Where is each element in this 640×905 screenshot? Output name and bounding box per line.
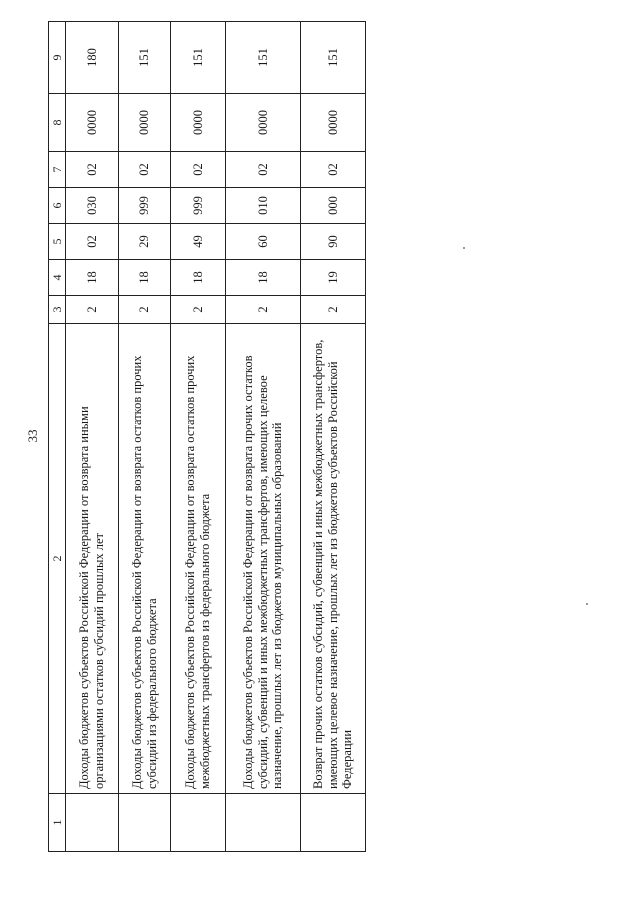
- column-header: 1: [49, 794, 66, 852]
- code-cell: 19: [301, 260, 366, 296]
- table-row: [226, 22, 301, 852]
- code-cell: 151: [226, 22, 301, 94]
- code-cell: 151: [301, 22, 366, 94]
- table-row: [301, 22, 366, 852]
- budget-classification-table: [48, 21, 366, 852]
- code-cell: 0000: [118, 94, 170, 152]
- budget-table-container: [48, 22, 366, 852]
- code-cell: 2: [301, 296, 366, 324]
- column-header: 9: [49, 22, 66, 94]
- code-cell: 18: [171, 260, 226, 296]
- code-cell: 29: [118, 224, 170, 260]
- code-cell: 2: [66, 296, 118, 324]
- code-cell: 2: [171, 296, 226, 324]
- code-cell: 2: [118, 296, 170, 324]
- scan-speck: [463, 247, 465, 249]
- column-header: 4: [49, 260, 66, 296]
- table-row: [118, 22, 170, 852]
- row-name-cell: Доходы бюджетов субъектов Российской Федерации от возврата остатков прочих межбюджетных трансфертов из федерального бюджета: [171, 324, 226, 794]
- code-cell: 180: [66, 22, 118, 94]
- code-cell: 0000: [66, 94, 118, 152]
- code-cell: 999: [118, 188, 170, 224]
- column-header: 2: [49, 324, 66, 794]
- header-row: [49, 22, 66, 852]
- code-cell: 02: [66, 224, 118, 260]
- code-cell: 18: [226, 260, 301, 296]
- page-number: 33: [25, 429, 40, 443]
- code-cell: 02: [171, 152, 226, 188]
- code-cell: 151: [171, 22, 226, 94]
- row-code-cell: [301, 794, 366, 852]
- row-name-cell: Доходы бюджетов субъектов Российской Федерации от возврата иными организациями остатков субсидий прошлых лет: [66, 324, 118, 794]
- column-header: 3: [49, 296, 66, 324]
- code-cell: 60: [226, 224, 301, 260]
- code-cell: 18: [118, 260, 170, 296]
- code-cell: 02: [118, 152, 170, 188]
- code-cell: 151: [118, 22, 170, 94]
- code-cell: 18: [66, 260, 118, 296]
- row-name-cell: Возврат прочих остатков субсидий, субвенций и иных межбюджетных трансфертов, имеющих целевое назначение, прошлых лет из бюджетов субъектов Российской Федерации: [301, 324, 366, 794]
- row-code-cell: [118, 794, 170, 852]
- code-cell: 49: [171, 224, 226, 260]
- code-cell: 0000: [226, 94, 301, 152]
- scan-speck: [586, 603, 588, 605]
- code-cell: 000: [301, 188, 366, 224]
- column-header: 7: [49, 152, 66, 188]
- code-cell: 999: [171, 188, 226, 224]
- row-code-cell: [226, 794, 301, 852]
- row-code-cell: [171, 794, 226, 852]
- column-header: 8: [49, 94, 66, 152]
- row-code-cell: [66, 794, 118, 852]
- code-cell: 02: [66, 152, 118, 188]
- table-row: [171, 22, 226, 852]
- code-cell: 02: [226, 152, 301, 188]
- column-header: 6: [49, 188, 66, 224]
- code-cell: 02: [301, 152, 366, 188]
- code-cell: 0000: [301, 94, 366, 152]
- row-name-cell: Доходы бюджетов субъектов Российской Федерации от возврата остатков прочих субсидий из федерального бюджета: [118, 324, 170, 794]
- row-name-cell: Доходы бюджетов субъектов Российской Федерации от возврата прочих остатков субсидий, субвенций и иных межбюджетных трансфертов, имеющих целевое назначение, прошлых лет из бюджетов муниципальных образований: [226, 324, 301, 794]
- code-cell: 0000: [171, 94, 226, 152]
- code-cell: 90: [301, 224, 366, 260]
- code-cell: 030: [66, 188, 118, 224]
- code-cell: 2: [226, 296, 301, 324]
- code-cell: 010: [226, 188, 301, 224]
- table-row: [66, 22, 118, 852]
- column-header: 5: [49, 224, 66, 260]
